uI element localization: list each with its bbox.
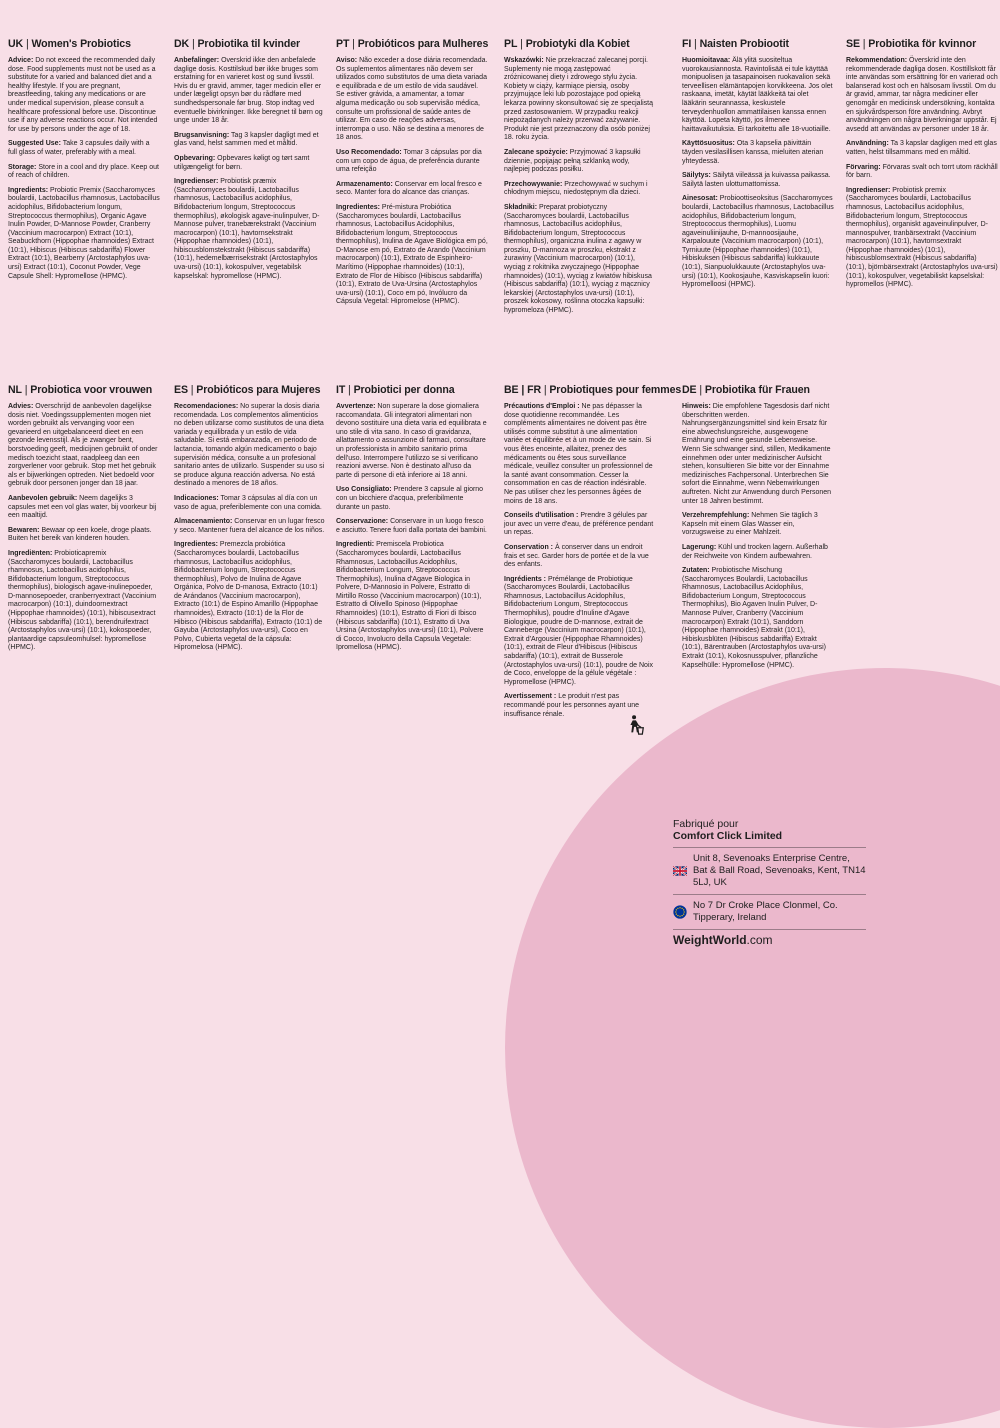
section-heading: NL | Probiotica voor vrouwen [8,384,153,396]
paragraph-text: Ota 3 kapselia päivittäin täyden vesilasillisen kanssa, mieluiten aterian yhteydessä. [682,140,824,165]
paragraph-text: Opbevares køligt og tørt samt utilgængeligt for børn. [174,154,310,171]
paragraph-label: Uso Consigliato: [336,486,392,494]
section-paragraph [174,403,326,489]
section-title: Probiotici per donna [353,384,455,396]
section-title: Naisten Probiootit [699,38,789,50]
paragraph-text: Ta 3 kapslar dagligen med ett glas vatten, helst tillsammans med en måltid. [846,140,997,156]
section-paragraph [8,140,160,157]
section-title: Probiotica voor vrouwen [30,384,153,396]
paragraph-text: Bewaar op een koele, droge plaats. Buiten het bereik van kinderen houden. [8,526,152,543]
section-title: Probióticos para Mujeres [196,384,321,396]
section-paragraph [504,204,656,316]
section-paragraph [504,149,656,175]
paragraph-text: Take 3 capsules daily with a full glass of water, preferably with a meal. [8,140,150,156]
paragraph-label: Aanbevolen gebruik: [8,494,78,502]
section-paragraph [174,155,326,172]
brand-name: WeightWorld [673,933,747,947]
paragraph-label: Användning: [846,140,889,148]
paragraph-label: Uso Recomendado: [336,148,402,156]
paragraph-label: Huomioitavaa: [682,57,731,64]
paragraph-text: Säilytä viileässä ja kuivassa paikassa. Säilytä lasten ulottumattomissa. [682,172,831,188]
paragraph-text: Overschrijd de aanbevolen dagelijkse dosis niet. Voedingssupplementen mogen niet worden gebruikt als vervanging voor een gevarieerd en uitgebalanceerd dieet en een gezonde levensstijl. Als je zwanger bent, borstvoeding geeft, medicijnen gebruikt of onder medisch toezicht staat, raadpleeg dan een zorgverlener voor gebruik. Stop met het gebruik als er bijwerkingen optreden. Niet bedoeld voor gebruik door personen jonger dan 18 jaar. [8,403,158,488]
paragraph-label: Ingrédients : [504,575,547,583]
section-paragraph [8,187,160,282]
paragraph-text: Die empfohlene Tagesdosis darf nicht überschritten werden. Nahrungsergänzungsmittel sind kein Ersatz für eine abwechslungsreiche, ausgewogene Ernährung und eine gesunde Lebensweise. Wenn Sie schwanger sind, stillen, Medikamente einnehmen oder unter medizinischer Aufsicht stehen, konsultieren Sie bitte vor der Einnahme medizinisches Fachpersonal. Unterbrechen Sie sofort die Einnahme, wenn Nebenwirkungen auftreten. Nicht zur Anwendung durch Personen unter 18 Jahren bestimmt. [682,403,832,505]
paragraph-text: Probioottiseoksitus (Saccharomyces boulardii, Lactobacillus rhamnosus, Lactobacillus acidophilus, Bifidobacterium longum, Streptococcus thermophilus), Luomu agaveinuliinijauhe, D-mannoosijauhe, Karpalouute (Vaccinium macrocarpon) (10:1), Tyrniuute (Hippophae rhamnoides) (10:1), Hibiskuksen (Hibiscus sabdariffa) kukkauute (10:1), Sianpuolukkauute (Arctostaphylos uva-ursi) (10:1), Kookosjauhe, Kasviskapselin kuori: Hypromelloosi (HPMC). [682,195,834,289]
paragraph-text: Älä ylitä suositeltua vuorokausiannosta. Ravintolisää ei tule käyttää monipuolisen ja tasapainoisen ruokavalion sekä terveellisen elämäntapojen korvikkeena. Jos olet raskaana, imetät, käytät lääkkeitä tai olet lääkärin seurannassa, keskustele terveydenhuollon ammattilaisen kanssa ennen käyttöä. Lopeta käyttö, jos ilmenee haittavaikutuksia. Ei tarkoitettu alle 18-vuotiaille. [682,57,833,133]
section-paragraph [336,149,488,175]
ie-address-row [673,895,866,929]
paragraph-label: Storage: [8,163,37,171]
paragraph-text: Nie przekraczać zalecanej porcji. Suplementy nie mogą zastępować zróżnicowanej diety i zdrowego stylu życia. Kobiety w ciąży, karmiące piersią, osoby przyjmujące leki lub pozostające pod opieką lekarza powinny skonsultować się ze specjalistą przed zastosowaniem. W przypadku reakcji niepożądanych należy przerwać zażywanie. Produkt nie jest przeznaczony dla osób poniżej 18. roku życia. [504,57,654,142]
paragraph-label: Opbevaring: [174,154,216,162]
section-paragraph [504,576,656,688]
section-paragraph [682,57,834,134]
section-title: Probiotyki dla Kobiet [525,38,630,50]
section-title: Probióticos para Mulheres [357,38,489,50]
paragraph-label: Bewaren: [8,526,40,534]
paragraph-text: Não exceder a dose diária recomendada. Os suplementos alimentares não devem ser utilizados como substitutos de uma dieta variada e equilibrada e de um estilo de vida saudável. Se estiver grávida, a amamentar, a tomar alguma medicação ou sob supervisão médica, consulte um profissional de saúde antes de utilizar. Em caso de reações adversas, interrompa o uso. Não se destina a menores de 18 anos. [336,57,488,142]
section-heading: DE | Probiotika für Frauen [682,384,810,396]
section-paragraph [174,541,326,653]
country-code: DE [682,384,697,396]
section-heading: DK | Probiotika til kvinder [174,38,301,50]
section-paragraph [8,57,160,134]
country-code: PT [336,38,350,50]
paragraph-text: No superar la dosis diaria recomendada. Los complementos alimenticios no deben utilizarse como sustitutos de una dieta variada y equilibrada y un estilo de vida saludable. Si está embarazada, en periodo de lactancia, tomando algún medicamento o bajo supervisión médica, consulte a un profesional sanitario antes de utilizarlo. Suspender su uso si se produce alguna reacción adversa. No está destinado a menores de 18 años. [174,403,325,488]
paragraph-label: Lagerung: [682,543,717,551]
language-section-pl [504,38,656,322]
country-code: BE | FR [504,384,541,396]
paragraph-label: Armazenamento: [336,180,393,188]
section-paragraph [336,181,488,198]
paragraph-label: Rekommendation: [846,57,908,64]
paragraph-text: Probiotisk premix (Saccharomyces boulardii, Lactobacillus rhamnosus, Lactobacillus acidophilus, Bifidobacterium longum, Streptococcus thermophilus), organiskt agaveinulinpulver, D-mannospulver, tranbärsextrakt (Vaccinium macrocarpon) (10:1), havtornsextrakt (Hippophae rhamnoides) (10:1), hibiscusblomsextrakt (Hibiscus sabdariffa) (10:1), björnbärsextrakt (Arctostaphylos uva-ursi) (10:1), kokospulver, vegetabiliskt kapselskal: hypromellos (HPMC). [846,186,998,289]
paragraph-label: Aviso: [336,57,358,64]
paragraph-text: Prémélange de Probiotique (Saccharomyces Boulardii, Lactobacillus Rhamnosus, Lactobacillus Acidophilus, Bifidobacterium Longum, Streptococcus Thermophilus), poudre d'Inuline d'Agave Biologique, poudre de D-mannose, extrait de Canneberge (Vaccinium macrocarpon) (10:1), Extrait d'Argousier (Hippophae Rhamnoides) (10:1), extrait de Fleur d'Hibiscus (Hibiscus sabdariffa) (10:1), extrait de Busserole (Arctostaphylos uva-ursi) (10:1), poudre de Noix de Coco, enveloppe de la gélule végétale : Hypromellose (HPMC). [504,575,654,686]
paragraph-label: Förvaring: [846,163,881,171]
paragraph-label: Ingredienti: [336,541,375,549]
paragraph-label: Hinweis: [682,403,711,410]
paragraph-label: Składniki: [504,203,538,211]
paragraph-text: Le produit n'est pas recommandé pour les personnes ayant une insuffisance rénale. [504,693,640,718]
paragraph-text: Non superare la dose giornaliera raccomandata. Gli integratori alimentari non devono sostituire una dieta varia ed equilibrata e uno stile di vita sano. In caso di gravidanza, allattamento o assunzione di farmaci, consultare un professionista in ambito sanitario prima dell'uso. Interrompere l'utilizzo se si verificano reazioni avverse. Non è destinato all'uso da parte di persone di età inferiore ai 18 anni. [336,403,487,479]
country-code: DK [174,38,190,50]
section-paragraph [682,403,834,506]
paragraph-text: Tomar 3 cápsulas al día con un vaso de agua, preferiblemente con una comida. [174,494,322,511]
country-code: IT [336,384,346,396]
section-title: Probiotika für Frauen [704,384,810,396]
paragraph-label: Zalecane spożycie: [504,148,568,156]
paragraph-text: Do not exceed the recommended daily dose. Food supplements must not be used as a substitute for a varied and balanced diet and a healthy lifestyle. If you are pregnant, breastfeeding, taking any medications or are under medical supervision, please consult a healthcare professional before use. Discontinue use if any adverse reactions occur. Not intended for use by persons under the age of 18. [8,57,158,133]
country-code: UK [8,38,24,50]
section-paragraph [174,178,326,281]
paragraph-text: Overskrid ikke den anbefalede daglige dosis. Kosttilskud bør ikke bruges som erstatning for en varieret kost og sund livsstil. Hvis du er gravid, ammer, tager medicin eller er under lægeligt opsyn bør du rådføre med sundhedspersonale før brug. Stop indtag ved eventuelle bivirkninger. Ikke beregnet til børn og unge under 18 år. [174,57,323,125]
language-section-es [174,384,326,659]
company-name: Comfort Click Limited [673,830,783,842]
section-paragraph [336,541,488,653]
paragraph-text: Probiotic Premix (Saccharomyces boulardii, Lactobacillus rhamnosus, Lactobacillus acidophilus, Bifidobacterium longum, Streptococcus thermophilus), Organic Agave Inulin Powder, D-Mannose Powder, Cranberry (Vaccinium macrocarpon) Extract (10:1), Seabuckthorn (Hippophae rhamnoides) Extract (10:1), Hibiscus (Hibiscus sabdariffa) Flower Extract (10:1), Bearberry (Arctostaphylos uva-ursi) Extract (10:1), Coconut Powder, Vege Capsule Shell: Hypromellose (HPMC). [8,186,160,280]
section-paragraph [336,403,488,480]
section-title: Probiotiques pour femmes [549,384,682,396]
bin-recycle-icon [624,714,646,736]
paragraph-label: Verzehrempfehlung: [682,512,750,520]
paragraph-text: À conserver dans un endroit frais et sec. Garder hors de portée et de la vue des enfants. [504,543,649,569]
language-section-it [336,384,488,659]
section-paragraph [504,57,656,143]
section-paragraph [846,57,998,134]
section-paragraph [846,140,998,157]
paragraph-text: Prendere 3 capsule al giorno con un bicchiere d'acqua, preferibilmente durante un pasto. [336,486,484,511]
paragraph-text: Preparat probiotyczny (Saccharomyces boulardii, Lactobacillus rhamnosus, Lactobacillus acidophilus, Bifidobacterium longum, Streptococcus thermophilus), organiczna inulina z agawy w proszku, D-mannoza w proszku, ekstrakt z żurawiny (Vaccinium macrocarpon) (10:1), wyciąg z rokitnika zwyczajnego (Hippophae rhamnoides) (10:1), wyciąg z kwiatów hibiskusa (Hibiscus sabdariffa) (10:1), wyciąg z mącznicy lekarskiej (Arctostaphylos uva-ursi) (10:1), proszek kokosowy, roślinna otoczka kapsułki: hypromeloza (HPMC). [504,203,652,315]
section-paragraph [504,544,656,570]
section-paragraph [336,57,488,143]
paragraph-label: Advies: [8,403,34,410]
section-paragraph [174,57,326,126]
paragraph-text: Premezcla probiótica (Saccharomyces boulardii, Lactobacillus rhamnosus, Lactobacillus acidophilus, Bifidobacterium longum, Streptococcus thermophilus), Polvo de Inulina de Agave Orgánica, Polvo de D-manosa, Extracto (10:1) de Arándanos (Vaccinium macrocarpon), Extracto (10:1) de Espino Amarillo (Hippophae rhamnoides), Extracto (10:1) de la Flor de Hibisco (Hibiscus sabdariffa), Extracto (10:1) de Gayuba (Arctostaphylos uva-ursi), Coco en Polvo, Cubierta vegetal de la cápsula: Hipromelosa (HPMC). [174,541,323,652]
section-title: Women's Probiotics [31,38,131,50]
divider [673,894,866,895]
section-paragraph [336,204,488,307]
uk-address: Unit 8, Sevenoaks Enterprise Centre, Bat & Ball Road, Sevenoaks, Kent, TN14 5LJ, UK [693,853,866,888]
language-section-be-fr [504,384,682,725]
country-code: FI [682,38,692,50]
section-heading: IT | Probiotici per donna [336,384,455,396]
paragraph-text: Pré-mistura Probiótica (Saccharomyces boulardii, Lactobacillus rhamnosus, Lactobacillus Acidophilus, Bifidobacterium longum, Streptococcus thermophilus), Inulina de Agave Biológica em pó, D-Manose em pó, Extrato de Arando (Vaccinium macrocarpon) (10:1), Extrato de Espinheiro-Marítimo (Hippophae rhamnoides) (10:1), Extrato de Flor de Hibisco (Hibiscus sabdariffa) (10:1), Extrato de Uva-Ursina (Arctostaphylos uva-ursi) (10:1), Coco em pó, Invólucro da Cápsula Vegetal: Hipromelose (HPMC). [336,203,488,306]
section-paragraph [846,187,998,290]
paragraph-text: Probioticapremix (Saccharomyces boulardii, Lactobacillus rhamnosus, Lactobacillus acidophilus, Bifidobacterium longum, Streptococcus thermophilus), biologisch agave-inulinepoeder, D-mannosepoeder, cranberryextract (Vaccinium macrocarpon) (10:1), duindoornextract (Hippophae rhamnoides) (10:1), hibiscusextract (Hibiscus sabdariffa) (10:1), berendruifextract (Arctostaphylos uva-ursi) (10:1), kokospoeder, plantaardige capsuleomhulsel: hypromellose (HPMC). [8,549,157,652]
paragraph-label: Brugsanvisning: [174,131,230,139]
section-paragraph [8,495,160,521]
country-code: SE [846,38,860,50]
paragraph-label: Ingrediënten: [8,549,53,557]
paragraph-label: Suggested Use: [8,140,61,148]
section-paragraph [682,195,834,290]
paragraph-label: Conseils d'utilisation : [504,512,579,520]
paragraph-label: Ingredienser: [846,186,891,194]
section-heading: UK | Women's Probiotics [8,38,131,50]
paragraph-label: Zutaten: [682,567,710,575]
paragraph-text: Conservar em local fresco e seco. Manter fora do alcance das crianças. [336,180,482,197]
section-paragraph [174,132,326,149]
section-paragraph [8,403,160,489]
paragraph-label: Säilytys: [682,172,711,180]
section-paragraph [8,164,160,181]
section-heading: BE | FR | Probiotiques pour femmes [504,384,682,396]
section-paragraph [682,512,834,538]
paragraph-text: Neem dagelijks 3 capsules met een vol glas water, bij voorkeur bij een maaltijd. [8,494,157,520]
section-paragraph [682,140,834,166]
country-code: NL [8,384,22,396]
paragraph-text: Probiotische Mischung (Saccharomyces Boulardii, Lactobacillus Rhamnosus, Lactobacillus Acidophilus, Bifidobacterium Longum, Streptococcus Thermophilus), Bio Agaven Inulin Pulver, D-Mannose Pulver, Cranberry (Vaccinium macrocarpon) Extrakt (10:1), Sanddorn (Hippophae rhamnoides) Extrakt (10:1), Hibiskusblüten (Hibiscus sabdariffa) Extrakt (10:1), Bärentrauben (Arctostaphylos uva-ursi) Extrakt (10:1), Kokosnusspulver, pflanzliche Kapselhülle: Hypromellose (HPMC). [682,567,826,669]
section-heading: PT | Probióticos para Mulheres [336,38,489,50]
paragraph-text: Przechowywać w suchym i chłodnym miejscu, niedostępnym dla dzieci. [504,180,648,197]
section-paragraph [682,172,834,189]
paragraph-text: Tomar 3 cápsulas por dia com um copo de água, de preferência durante uma refeição [336,148,482,174]
paragraph-text: Förvaras svalt och torrt utom räckhåll för barn. [846,163,998,180]
paragraph-text: Probiotisk præmix (Saccharomyces boulardii, Lactobacillus rhamnosus, Lactobacillus acidophilus, Bifidobacterium longum, Streptococcus thermophilus), økologisk agave-inulinpulver, D-Mannose pulver, tranebærekstrakt (Vaccinium macrocarpon) (10:1), havtornsekstrakt (Hippophae rhamnoides) (10:1), hibiscusblomstekstrakt (Hibiscus sabdariffa) (10:1), hedemelbærrisekstrakt (Arctostaphylos uva-ursi) (10:1), kokospulver, vegetabilsk kapselskal: hypromellose (HPMC). [174,178,320,280]
paragraph-label: Almacenamiento: [174,518,233,526]
section-paragraph [682,544,834,561]
section-paragraph [504,181,656,198]
language-section-dk [174,38,326,287]
divider [673,929,866,930]
paragraph-text: Kühl und trocken lagern. Außerhalb der Reichweite von Kindern aufbewahren. [682,543,828,560]
paragraph-text: Prendre 3 gélules par jour avec un verre d'eau, de préférence pendant un repas. [504,512,654,537]
paragraph-label: Précautions d'Emploi : [504,403,580,410]
paragraph-text: Premiscela Probiotica (Saccharomyces boulardii, Lactobacillus Rhamnosus, Lactobacillus Acidophilus, Bifidobacterium Longum, Streptococcus Thermophilus), Inulina d'Agave Biologica in Polvere, D-Mannosio in Polvere, Estratto di Mirtillo Rosso (Vaccinium macrocarpon) (10:1), Estratto di Olivello Spinoso (Hippophae Rhamnoides) (10:1), Estratto di Fiori di Ibisco (Hibiscus sabdariffa) (10:1), Estratto di Uva Ursina (Arctostaphylos uva-ursi) (10:1), Polvere di Cocco, Involucro della Capsula Vegetale: Ipromellosa (HPMC). [336,541,484,652]
paragraph-label: Advice: [8,57,34,64]
section-paragraph [174,495,326,512]
country-code: ES [174,384,188,396]
paragraph-text: Conservare in un luogo fresco e asciutto. Tenere fuori dalla portata dei bambini. [336,518,487,534]
language-section-de [682,384,834,676]
section-paragraph [504,512,656,538]
section-paragraph [8,550,160,653]
section-paragraph [336,518,488,535]
section-paragraph [336,486,488,512]
paragraph-text: Tag 3 kapsler dagligt med et glas vand, helst sammen med et måltid. [174,131,319,148]
paragraph-label: Ingredients: [8,186,49,194]
language-section-fi [682,38,834,296]
section-title: Probiotika för kvinnor [868,38,977,50]
section-paragraph [174,518,326,535]
paragraph-text: Przyjmować 3 kapsułki dziennie, popijając pełną szklanką wody, najlepiej podczas posiłku. [504,148,641,174]
country-code: PL [504,38,518,50]
uk-flag-icon [673,866,687,876]
divider [673,847,866,848]
decorative-circle [505,668,1000,1428]
made-for-label: Fabriqué pour [673,818,739,830]
paragraph-text: Nehmen Sie täglich 3 Kapseln mit einem Glas Wasser ein, vorzugsweise zu einer Mahlzeit. [682,512,818,537]
paragraph-label: Recomendaciones: [174,403,239,410]
section-title: Probiotika til kvinder [197,38,301,50]
section-paragraph [846,164,998,181]
language-section-se [846,38,998,296]
section-heading: ES | Probióticos para Mujeres [174,384,321,396]
paragraph-label: Ingredienser: [174,178,219,186]
section-heading: FI | Naisten Probiootit [682,38,789,50]
paragraph-label: Indicaciones: [174,494,219,502]
paragraph-label: Wskazówki: [504,57,544,64]
language-section-pt [336,38,488,313]
eu-flag-icon [673,905,687,919]
brand-domain: .com [746,933,773,947]
section-heading: SE | Probiotika för kvinnor [846,38,977,50]
paragraph-label: Conservazione: [336,518,389,526]
paragraph-text: Ne pas dépasser la dose quotidienne recommandée. Les compléments alimentaires ne doivent pas être utilisés comme substitut à une alimentation variée et équilibrée et à un mode de vie sain. Si vous êtes enceinte, allaitez, prenez des médicaments ou êtes sous surveillance médicale, veuillez consulter un professionnel de la santé avant consommation. Cesser la consommation en cas de réaction indésirable. Ne pas utiliser chez les personnes âgées de moins de 18 ans. [504,403,653,505]
language-section-nl [8,384,160,659]
paragraph-label: Ingredientes: [174,541,218,549]
paragraph-text: Conservar en un lugar fresco y seco. Mantener fuera del alcance de los niños. [174,518,325,534]
paragraph-label: Käyttösuositus: [682,140,735,148]
paragraph-label: Avertissement : [504,693,557,701]
brand-website [673,930,866,947]
language-section-uk [8,38,160,287]
ie-address: No 7 Dr Croke Place Clonmel, Co. Tipperary, Ireland [693,900,838,923]
paragraph-label: Ingredientes: [336,203,380,211]
section-paragraph [682,567,834,670]
section-heading: PL | Probiotyki dla Kobiet [504,38,630,50]
paragraph-label: Przechowywanie: [504,180,563,188]
section-paragraph [504,403,656,506]
paragraph-label: Conservation : [504,543,554,551]
manufacturer-info [673,818,866,947]
paragraph-text: Store in a cool and dry place. Keep out of reach of children. [8,163,159,180]
paragraph-label: Avvertenze: [336,403,376,410]
paragraph-label: Anbefalinger: [174,57,220,64]
paragraph-text: Överskrid inte den rekommenderade dagliga dosen. Kosttillskott får inte användas som ersättning för en varierad och balanserad kost och en hälsosam livsstil. Om du är gravid, ammar, tar några mediciner eller genomgår en medicinsk undersökning, kontakta en sjukvårdsperson före användning. Avbryt användningen om några biverkningar uppstår. Ej avsedd att användas av personer under 18 år. [846,57,998,133]
paragraph-label: Ainesosat: [682,195,718,203]
section-paragraph [8,527,160,544]
uk-address-row [673,848,866,894]
